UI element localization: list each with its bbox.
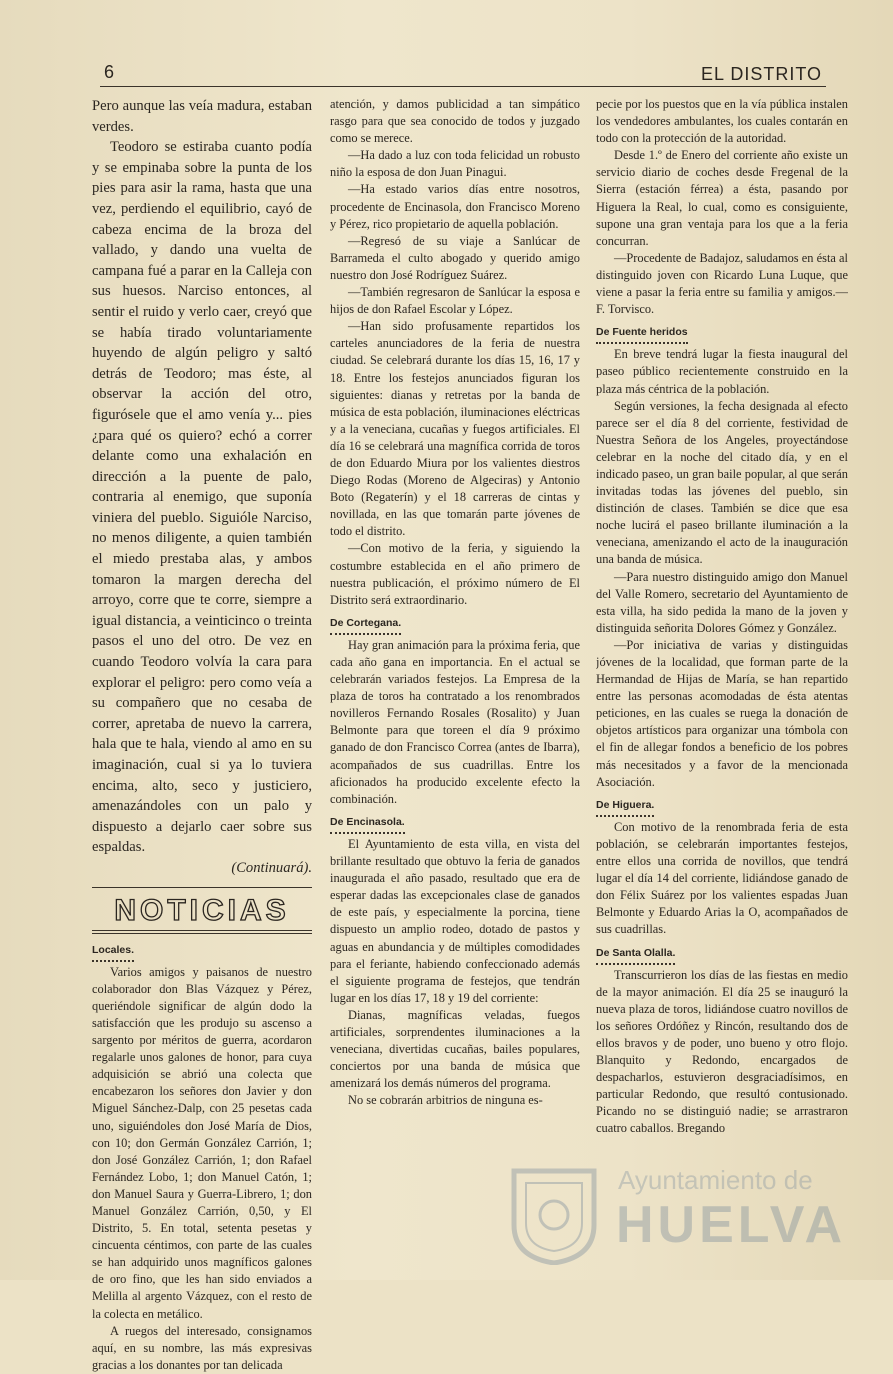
masthead-title: EL DISTRITO xyxy=(700,64,822,84)
section-divider xyxy=(92,887,312,888)
noticias-heading: NOTICIAS xyxy=(114,893,290,927)
news-paragraph: A ruegos del interesado, consignamos aquí, en su nombre, las más expresivas gracias a los donantes por tan delicada xyxy=(92,1323,312,1372)
watermark-line-1: Ayuntamiento de xyxy=(618,1165,813,1195)
news-paragraph: Según versiones, la fecha designada al efecto parece ser el día 8 del corriente, festividad de Nuestra Señora de los Angeles, proyectándose celebrar en la noche del citado día, y en el indicado paseo, un gran baile popular, al que serán invitadas todas las jóvenes del pueblo, sin distinción de clases. También se dice que esa noche lucirá el paseo brillante iluminación a la veneciana, amenizando el acto de la inauguración una banda de música. xyxy=(596,398,848,567)
news-paragraph: Con motivo de la renombrada feria de esta población, se celebrarán importantes festejos, entre ellos una corrida de novillos, que tendrá lugar el día 14 del corriente, lidiándose ganado de don Félix Suárez por los valientes espadas Juan Belmonte y Eduardo Arias la O, acompañados de sus cuadrillas. xyxy=(596,819,848,937)
section-head-higuera: De Higuera. xyxy=(596,797,654,817)
news-paragraph: —Por iniciativa de varias y distinguidas jóvenes de la localidad, que forman parte de la Hermandad de Hijas de María, se han repartido entre las personas acomodadas de ésta atentas peticiones, en las cuales se ruega la donación de objetos artísticos para organizar una tómbola con el fin de allegar fondos a beneficio de los pobres más necesitados y a favor de la mencionada Asociación. xyxy=(596,637,848,789)
news-paragraph: —Ha estado varios días entre nosotros, procedente de Encinasola, don Francisco Moreno y Pérez, rico propietario de aquella población. xyxy=(330,182,580,231)
news-paragraph: No se cobrarán arbitrios de ninguna es- xyxy=(348,1093,543,1108)
column-2 xyxy=(330,96,580,1109)
news-paragraph: —Han sido profusamente repartidos los carteles anunciadores de la feria de nuestra ciudad. Se celebrará durante los días 15, 16, 17 y 18. Entre los festejos anunciados figuran los siguientes: dianas y retretas por la banda de música de esta población, iluminaciones eléctricas y a la veneciana, cucañas y fuegos artificiales. El día 16 se celebrará una magnífica corrida de toros de don Eduardo Miura por los valientes diestros Diego Rodas (Moreno de Algeciras) y Antonio Boto (Regaterín) y el 18 carreras de cintas y novillada, en las que tomarán parte jóvenes de todo el distrito. xyxy=(330,319,580,539)
news-paragraph: En breve tendrá lugar la fiesta inaugural del paseo público recientemente construido en la plaza más céntrica de la población. xyxy=(596,347,848,396)
news-paragraph: pecie por los puestos que en la vía pública instalen los vendedores ambulantes, los cuales contarán en todo con la protección de la autoridad. xyxy=(596,97,848,146)
watermark-line-2: HUELVA xyxy=(616,1196,847,1254)
city-seal-icon xyxy=(508,1165,600,1265)
heading-underline xyxy=(92,930,312,934)
archive-watermark xyxy=(508,1165,847,1265)
news-paragraph: —También regresaron de Sanlúcar la esposa e hijos de don Rafael Escolar y López. xyxy=(330,285,580,317)
continuara-note: (Continuará). xyxy=(231,859,312,876)
news-paragraph: —Para nuestro distinguido amigo don Manuel del Valle Romero, secretario del Ayuntamiento de esta villa, ha sido pedida la mano de la joven y distinguida señorita Dolores Gómez y González. xyxy=(596,569,848,635)
section-head-encinasola: De Encinasola. xyxy=(330,814,405,834)
story-paragraph: Teodoro se estiraba cuanto podía y se empinaba sobre la punta de los pies para asir la rama, hasta que una vez, perdiendo el equilibrio, cayó de cabeza encima de la broza del vallado, y dando una vuelta de campana fué a parar en la Calleja con sus huesos. Narciso entonces, al sentir el ruido y verlo caer, creyó que se había tirado voluntariamente huyendo de algún peligro y saltó detrás de Teodoro; mas éste, al observar la acción del otro, figurósele que el amo venía y... pies ¿para qué os quiero? echó a correr delante como una exhalación en dirección a la puente de palo, contraria al enemigo, que suponía viniera del pueblo. Siguióle Narciso, no menos diligente, a quien también el miedo prestaba alas, y ambos tomaron la margen derecha del arroyo, corre que te corre, siempre a igual distancia, a veinticinco o treinta pasos el uno del otro. De vez en cuando Teodoro volvía la cara para explorar el peligro: pero como veía a su compañero que no cesaba de correr, apretaba de nuevo la carrera, hala que te hala, viendo al amo en su imaginación, cual si ya lo tuviera encima, alto, seco y justiciero, amenazándoles con un palo y dispuesto a dejarlo caer sobre sus espaldas. xyxy=(92,139,312,856)
story-paragraph: Pero aunque las veía madura, estaban verdes. xyxy=(92,98,312,135)
section-head-locales: Locales. xyxy=(92,942,134,962)
news-paragraph: —Con motivo de la feria, y siguiendo la costumbre establecida en el año primero de nuestra publicación, el próximo número de El Distrito será extraordinario. xyxy=(330,541,580,607)
column-1 xyxy=(92,96,312,1374)
news-paragraph: —Ha dado a luz con toda felicidad un robusto niño la esposa de don Juan Pinagui. xyxy=(330,148,580,180)
section-head-fuente-heridos: De Fuente heridos xyxy=(596,324,688,344)
news-paragraph: Dianas, magníficas veladas, fuegos artificiales, sorprendentes iluminaciones a la veneciana, divertidas cucañas, bailes populares, conciertos por una banda de música que amenizará los demás números del programa. xyxy=(330,1007,580,1091)
news-paragraph: Desde 1.º de Enero del corriente año existe un servicio diario de coches desde Fregenal de la Sierra (estación férrea) a ésta, pasando por Higuera la Real, lo cual, como es consiguiente, supone una gran ventaja para los que a la feria concurran. xyxy=(596,148,848,248)
section-head-santa-olalla: De Santa Olalla. xyxy=(596,945,675,965)
page-header xyxy=(100,64,826,87)
news-paragraph: El Ayuntamiento de esta villa, en vista del brillante resultado que obtuvo la feria de ganados inaugurada el año pasado, resultado que era de esperar dadas las excepcionales clase de ganados de este país, y especialmente la porcina, tiene dispuesto un amplio rodeo, dotado de pastos y aguas en abundancia y de múltiples comodidades para el feriante, habiendo confeccionado además el siguiente programa de festejos, que tendrán lugar en los días 17, 18 y 19 del corriente: xyxy=(330,836,580,1005)
news-paragraph: Transcurrieron los días de las fiestas en medio de la mayor animación. El día 25 se inauguró la nueva plaza de toros, lidiándose cuatro novillos de los señores Ordóñez y Rincón, resultando dos de ellos bravos y de poder, uno bueno y otro flojo. Blanquito y Redondo, encargados de despacharlos, estuvieron desgraciadísimos, en particular Redondo, que resultó contusionado. Picando no se distinguió nadie; se arrastraron cuatro caballos. Bregando xyxy=(596,967,848,1136)
news-paragraph: —Regresó de su viaje a Sanlúcar de Barrameda el culto abogado y querido amigo nuestro don José Rodríguez Suárez. xyxy=(330,233,580,282)
news-paragraph: Hay gran animación para la próxima feria, que cada año gana en importancia. En el actual se celebrarán variados festejos. La Empresa de la plaza de toros ha contratado a los renombrados novilleros Fernando Rosales (Rosalito) y Juan Belmonte para que toreen el día 9 próximo ganado de don Francisco Correa (antes de Ibarra), acompañados de sus cuadrillas. Entre los aficionados ha producido excelente efecto la combinación. xyxy=(330,637,580,806)
news-paragraph: —Procedente de Badajoz, saludamos en ésta al distinguido joven con Ricardo Luna Luque, que viene a pasar la feria entre su familia y amigos.—F. Torvisco. xyxy=(596,250,848,317)
page-number: 6 xyxy=(104,62,115,82)
news-paragraph: atención, y damos publicidad a tan simpático rasgo para que sea conocido de todos y juzgado como se merece. xyxy=(330,97,580,146)
column-3 xyxy=(596,96,848,1138)
section-head-cortegana: De Cortegana. xyxy=(330,615,401,635)
news-paragraph: Varios amigos y paisanos de nuestro colaborador don Blas Vázquez y Pérez, queriéndole significar de algún dodo la satisfacción que les produjo su ascenso a sargento por méritos de guerra, acordaron regalarle unos galones de honor, para cuya adquisición se abrió una colecta que encabezaron los señores don Javier y don Miguel Sánchez-Dalp, con 25 pesetas cada uno, siguiéndoles don José María de Dios, con 10; don Germán González Carrión, 1; don José González Carrión, 1; don Rafael Fernández Lobo, 1; don Manuel Catón, 1; don Manuel Saura y Guerra-Librero, 1; don Manuel González Carrión, 0,50, y El Distrito, 5. En total, setenta pesetas y cincuenta céntimos, con parte de las cuales se han adquirido unos magníficos galones de oro fino, que les han sido enviados a Melilla al argento Vázquez, con el resto de la colecta en metálico. xyxy=(92,964,312,1321)
